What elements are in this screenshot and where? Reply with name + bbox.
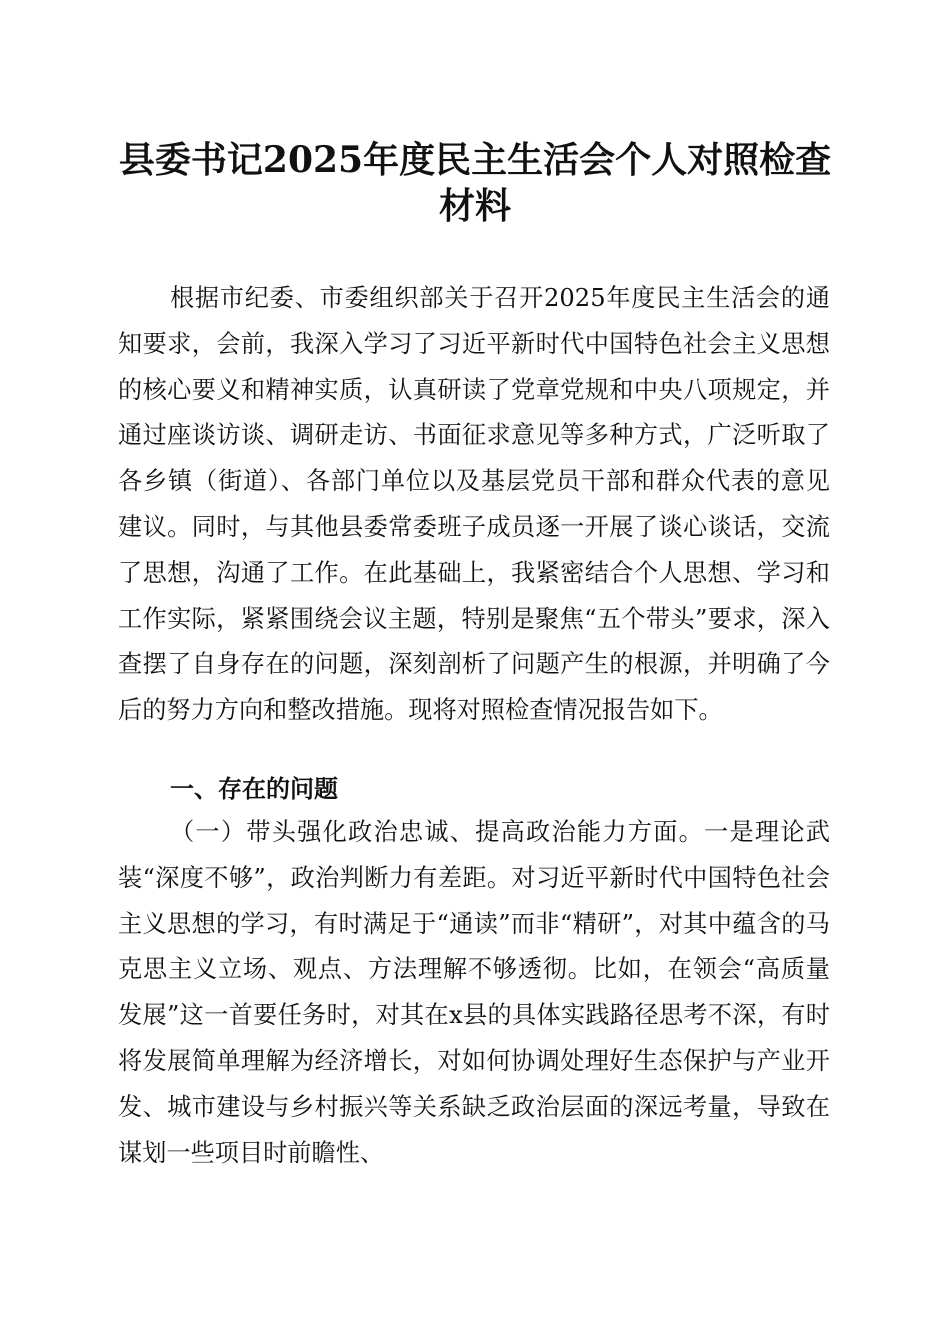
subsection-paragraph-1 xyxy=(118,810,830,1176)
document-title-line-2: 材料 xyxy=(438,185,511,227)
subsection-lead-heading: （一）带头强化政治忠诚、提高政治能力方面。 xyxy=(170,818,705,846)
document-title-line-1: 县委书记2025年度民主生活会个人对照检查 xyxy=(118,139,832,181)
intro-paragraph: 根据市纪委、市委组织部关于召开2025年度民主生活会的通知要求，会前，我深入学习了习近平新时代中国特色社会主义思想的核心要义和精神实质，认真研读了党章党规和中央八项规定，并通过座谈访谈、调研走访、书面征求意见等多种方式，广泛听取了各乡镇（街道）、各部门单位以及基层党员干部和群众代表的意见建议。同时，与其他县委常委班子成员逐一开展了谈心谈话，交流了思想，沟通了工作。在此基础上，我紧密结合个人思想、学习和工作实际，紧紧围绕会议主题，特别是聚焦“五个带头”要求，深入查摆了自身存在的问题，深刻剖析了问题产生的根源，并明确了今后的努力方向和整改措施。现将对照检查情况报告如下。 xyxy=(118,284,830,725)
section-heading-problems: 一、存在的问题 xyxy=(170,775,338,803)
subsection-body-text: 一是理论武装“深度不够”，政治判断力有差距。对习近平新时代中国特色社会主义思想的学习，有时满足于“通读”而非“精研”，对其中蕴含的马克思主义立场、观点、方法理解不够透彻。比如，在领会“高质量发展”这一首要任务时，对其在x县的具体实践路径思考不深，有时将发展简单理解为经济增长，对如何协调处理好生态保护与产业开发、城市建设与乡村振兴等关系缺乏政治层面的深远考量，导致在谋划一些项目时前瞻性、 xyxy=(118,818,830,1167)
